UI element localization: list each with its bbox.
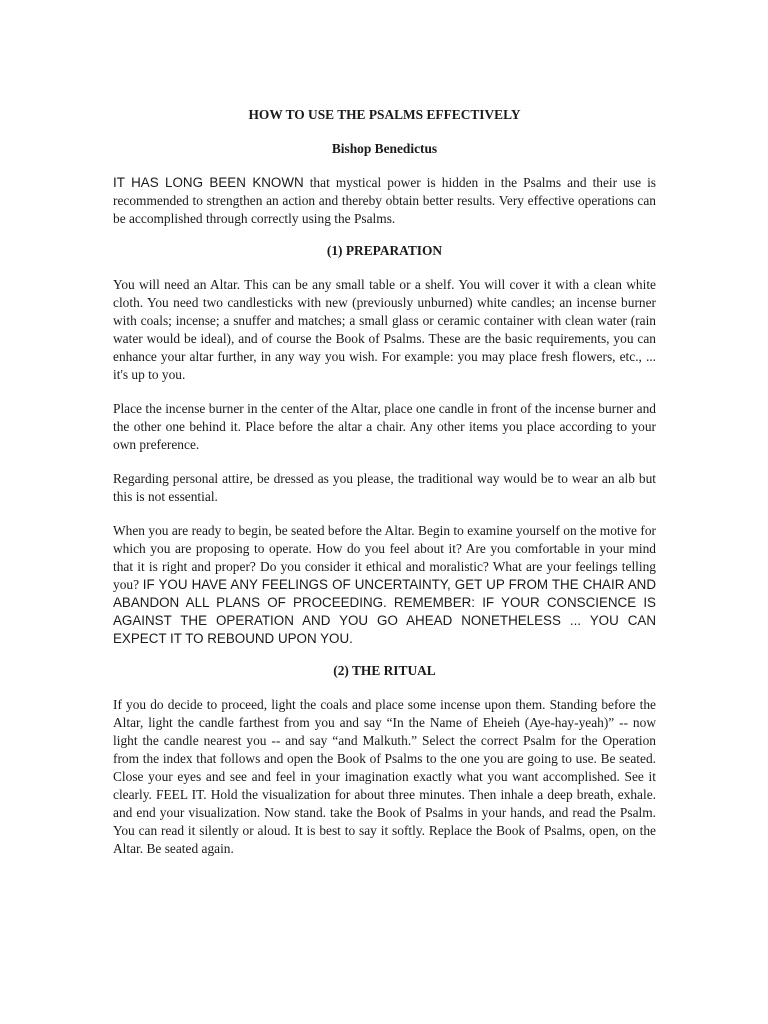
preparation-paragraph-1: You will need an Altar. This can be any small table or a shelf. You will cover it with a clean white cloth. You need two candlesticks with new (previously unburned) white candles; an incense burner with coals; incense; a snuffer and matches; a small glass or ceramic container with clean water (rain water would be ideal), and of course the Book of Psalms. These are the basic requirements, you can enhance your altar further, in any way you wish. For example: you may place fresh flowers, etc., ... it's up to you. xyxy=(113,277,656,382)
intro-lead-caps: IT HAS LONG BEEN KNOWN xyxy=(113,175,304,190)
document-title: HOW TO USE THE PSALMS EFFECTIVELY xyxy=(248,107,521,122)
preparation-paragraph-2: Place the incense burner in the center of the Altar, place one candle in front of the incense burner and the other one behind it. Place before the altar a chair. Any other items you place according to your own preference. xyxy=(113,401,656,452)
document-author: Bishop Benedictus xyxy=(331,141,438,156)
section-heading-preparation: (1) PREPARATION xyxy=(326,243,443,258)
intro-paragraph xyxy=(113,174,656,228)
preparation-paragraph-3: Regarding personal attire, be dressed as you please, the traditional way would be to wear an alb but this is not essential. xyxy=(113,471,656,504)
ritual-paragraph-1: If you do decide to proceed, light the coals and place some incense upon them. Standing before the Altar, light the candle farthest from you and say “In the Name of Eheieh (Aye-hay-yeah)” -- now light the candle nearest you -- and say “and Malkuth.” Select the correct Psalm for the Operation from the index that follows and open the Book of Psalms to the one you are going to use. Be seated. Close your eyes and see and feel in your imagination exactly what you want accomplished. See it clearly. FEEL IT. Hold the visualization for about three minutes. Then inhale a deep breath, exhale. and end your visualization. Now stand. take the Book of Psalms in your hands, and read the Psalm. You can read it silently or aloud. It is best to say it softly. Replace the Book of Psalms, open, on the Altar. Be seated again. xyxy=(113,697,656,856)
warning-caps-text: IF YOU HAVE ANY FEELINGS OF UNCERTAINTY, GET UP FROM THE CHAIR AND ABANDON ALL PLANS OF PROCEEDING. REMEMBER: IF YOUR CONSCIENCE IS AGAINST THE OPERATION AND YOU GO AHEAD NONETHELESS ... YOU CAN EXPECT IT TO REBOUND UPON YOU. xyxy=(113,577,656,646)
section-heading-ritual: (2) THE RITUAL xyxy=(333,663,436,678)
preparation-paragraph-4 xyxy=(113,522,656,648)
intro-text: that mystical power is hidden in the Psalms and their use is recommended to strengthen an action and thereby obtain better results. Very effective operations can be accomplished through correctly using the Psalms. xyxy=(113,175,657,226)
preparation-paragraph-4-text: When you are ready to begin, be seated before the Altar. Begin to examine yourself on the motive for which you are proposing to operate. How do you feel about it? Are you comfortable in your mind that it is right and proper? Do you consider it ethical and moralistic? What are your feelings telling you? xyxy=(113,523,656,592)
